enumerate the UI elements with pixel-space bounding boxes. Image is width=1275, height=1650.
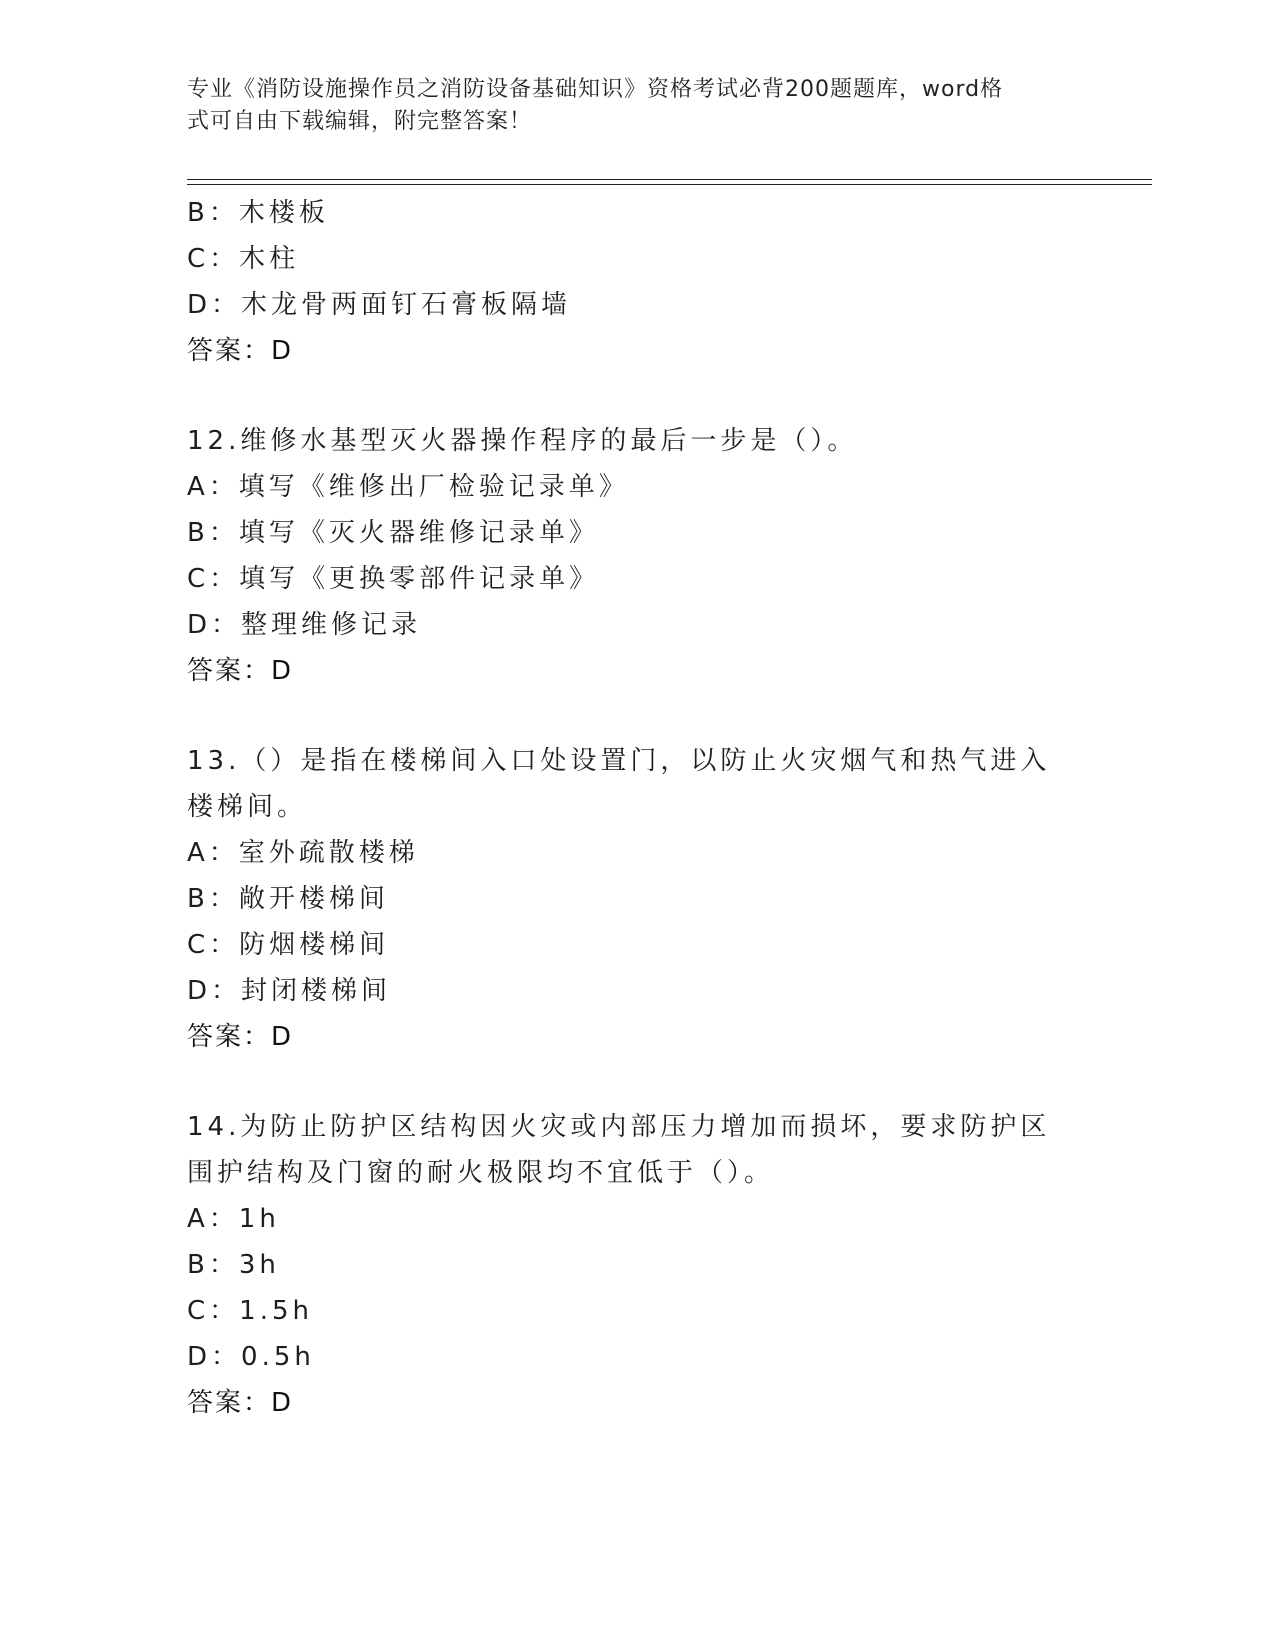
answer-line: 答案：D <box>187 1388 294 1418</box>
question-list <box>187 190 1087 1470</box>
question-text: 13.（）是指在楼梯间入口处设置门，以防止火灾烟气和热气进入楼梯间。 <box>187 746 1051 822</box>
question-13 <box>187 738 1087 1060</box>
option-a: A：填写《维修出厂检验记录单》 <box>187 472 629 502</box>
option-a: A：1h <box>187 1204 280 1234</box>
answer-line: 答案：D <box>187 336 294 366</box>
option-d: D：整理维修记录 <box>187 610 422 640</box>
question-11-tail <box>187 190 1087 374</box>
option-b: B：敞开楼梯间 <box>187 884 389 914</box>
option-c: C：填写《更换零部件记录单》 <box>187 564 600 594</box>
document-header <box>187 74 1067 138</box>
option-b: B：填写《灭火器维修记录单》 <box>187 518 599 548</box>
option-d: D：封闭楼梯间 <box>187 976 392 1006</box>
option-d: D：0.5h <box>187 1342 315 1372</box>
option-c: C：木柱 <box>187 244 300 274</box>
answer-line: 答案：D <box>187 1022 294 1052</box>
option-b: B：3h <box>187 1250 280 1280</box>
header-divider-bottom <box>187 184 1152 185</box>
option-a: A：室外疏散楼梯 <box>187 838 419 868</box>
option-c: C：1.5h <box>187 1296 313 1326</box>
question-12 <box>187 418 1087 694</box>
option-d: D：木龙骨两面钉石膏板隔墙 <box>187 290 572 320</box>
question-text: 12.维修水基型灭火器操作程序的最后一步是（）。 <box>187 426 858 456</box>
answer-line: 答案：D <box>187 656 294 686</box>
option-c: C：防烟楼梯间 <box>187 930 390 960</box>
header-divider-top <box>187 179 1152 180</box>
header-line-1: 专业《消防设施操作员之消防设备基础知识》资格考试必背200题题库，word格 <box>187 77 1004 102</box>
question-14 <box>187 1104 1087 1426</box>
option-b: B：木楼板 <box>187 198 329 228</box>
question-text: 14.为防止防护区结构因火灾或内部压力增加而损坏，要求防护区围护结构及门窗的耐火极限均不宜低于（）。 <box>187 1112 1051 1188</box>
header-line-2: 式可自由下载编辑，附完整答案！ <box>187 109 533 134</box>
